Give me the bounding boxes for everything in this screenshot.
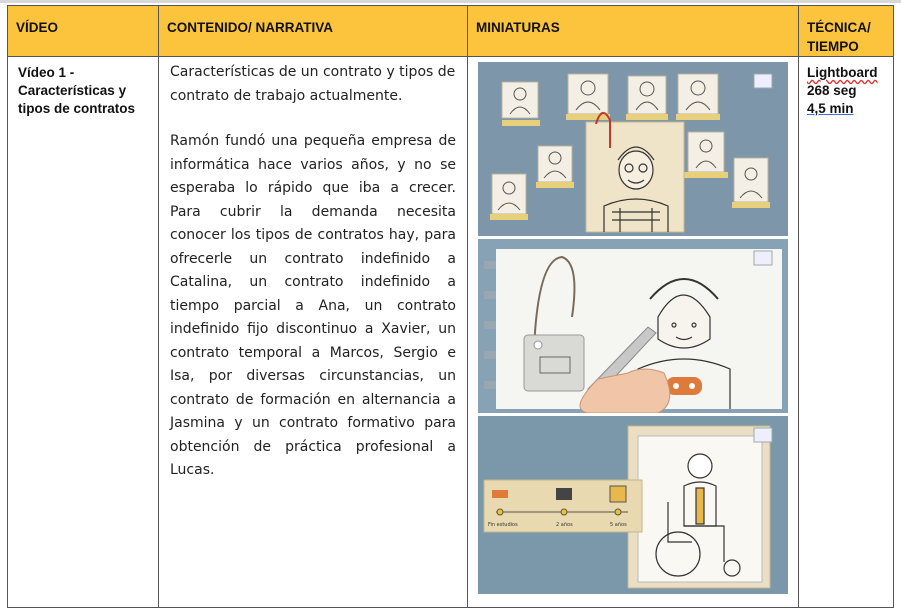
timeline-label-2: 2 años — [556, 522, 573, 528]
thumbnail-1 — [478, 62, 788, 236]
narrative-cell — [159, 57, 468, 608]
header-video: VÍDEO — [8, 6, 159, 57]
hand-drawing-icon — [478, 239, 788, 413]
technique-cell — [799, 57, 894, 608]
table-row — [8, 57, 894, 608]
timeline-label-1: Fin estudios — [488, 522, 518, 528]
page-top-border — [0, 0, 901, 3]
narrative-body: Ramón fundó una pequeña empresa de informática hace varios años, y no se esperaba lo rápido que iba a crecer. Para cubrir la demanda necesita conocer los tipos de contratos hay, para ofrecerle un contrato indefinido a Catalina, un contrato indefinido a tiempo parcial a Ana, un contrato indefinido fijo discontinuo a Xavier, un contrato temporal a Marcos, Sergio e Isa, por diversas circunstancias, un contrato de formación en alternancia a Jasmina y un contrato formativo para obtención de práctica profesional a Lucas. — [170, 133, 456, 478]
header-contenido: CONTENIDO/ NARRATIVA — [159, 6, 468, 57]
wheelchair-character-icon — [478, 416, 788, 594]
header-tecnica-line1: TÉCNICA/ — [807, 20, 871, 35]
character-board-icon — [478, 62, 788, 236]
header-tecnica-line2: TIEMPO — [807, 39, 859, 54]
header-tecnica — [799, 6, 894, 57]
storyboard-table — [7, 5, 894, 608]
video-title: Vídeo 1 - Características y tipos de contratos — [18, 65, 136, 116]
header-row — [8, 6, 894, 57]
thumbnail-3 — [478, 416, 788, 594]
header-miniaturas: MINIATURAS — [468, 6, 799, 57]
video-cell — [8, 57, 159, 608]
thumbnail-2 — [478, 239, 788, 413]
duration-seconds — [807, 82, 885, 100]
narrative-intro: Características de un contrato y tipos de contrato de trabajo actualmente. — [170, 64, 456, 104]
duration-minutes: 4,5 min — [807, 101, 854, 116]
technique-label: Lightboard — [807, 65, 878, 80]
timeline-label-3: 5 años — [610, 522, 627, 528]
duration-seconds-text: 268 seg — [807, 83, 857, 98]
thumbnails-cell — [468, 57, 799, 608]
